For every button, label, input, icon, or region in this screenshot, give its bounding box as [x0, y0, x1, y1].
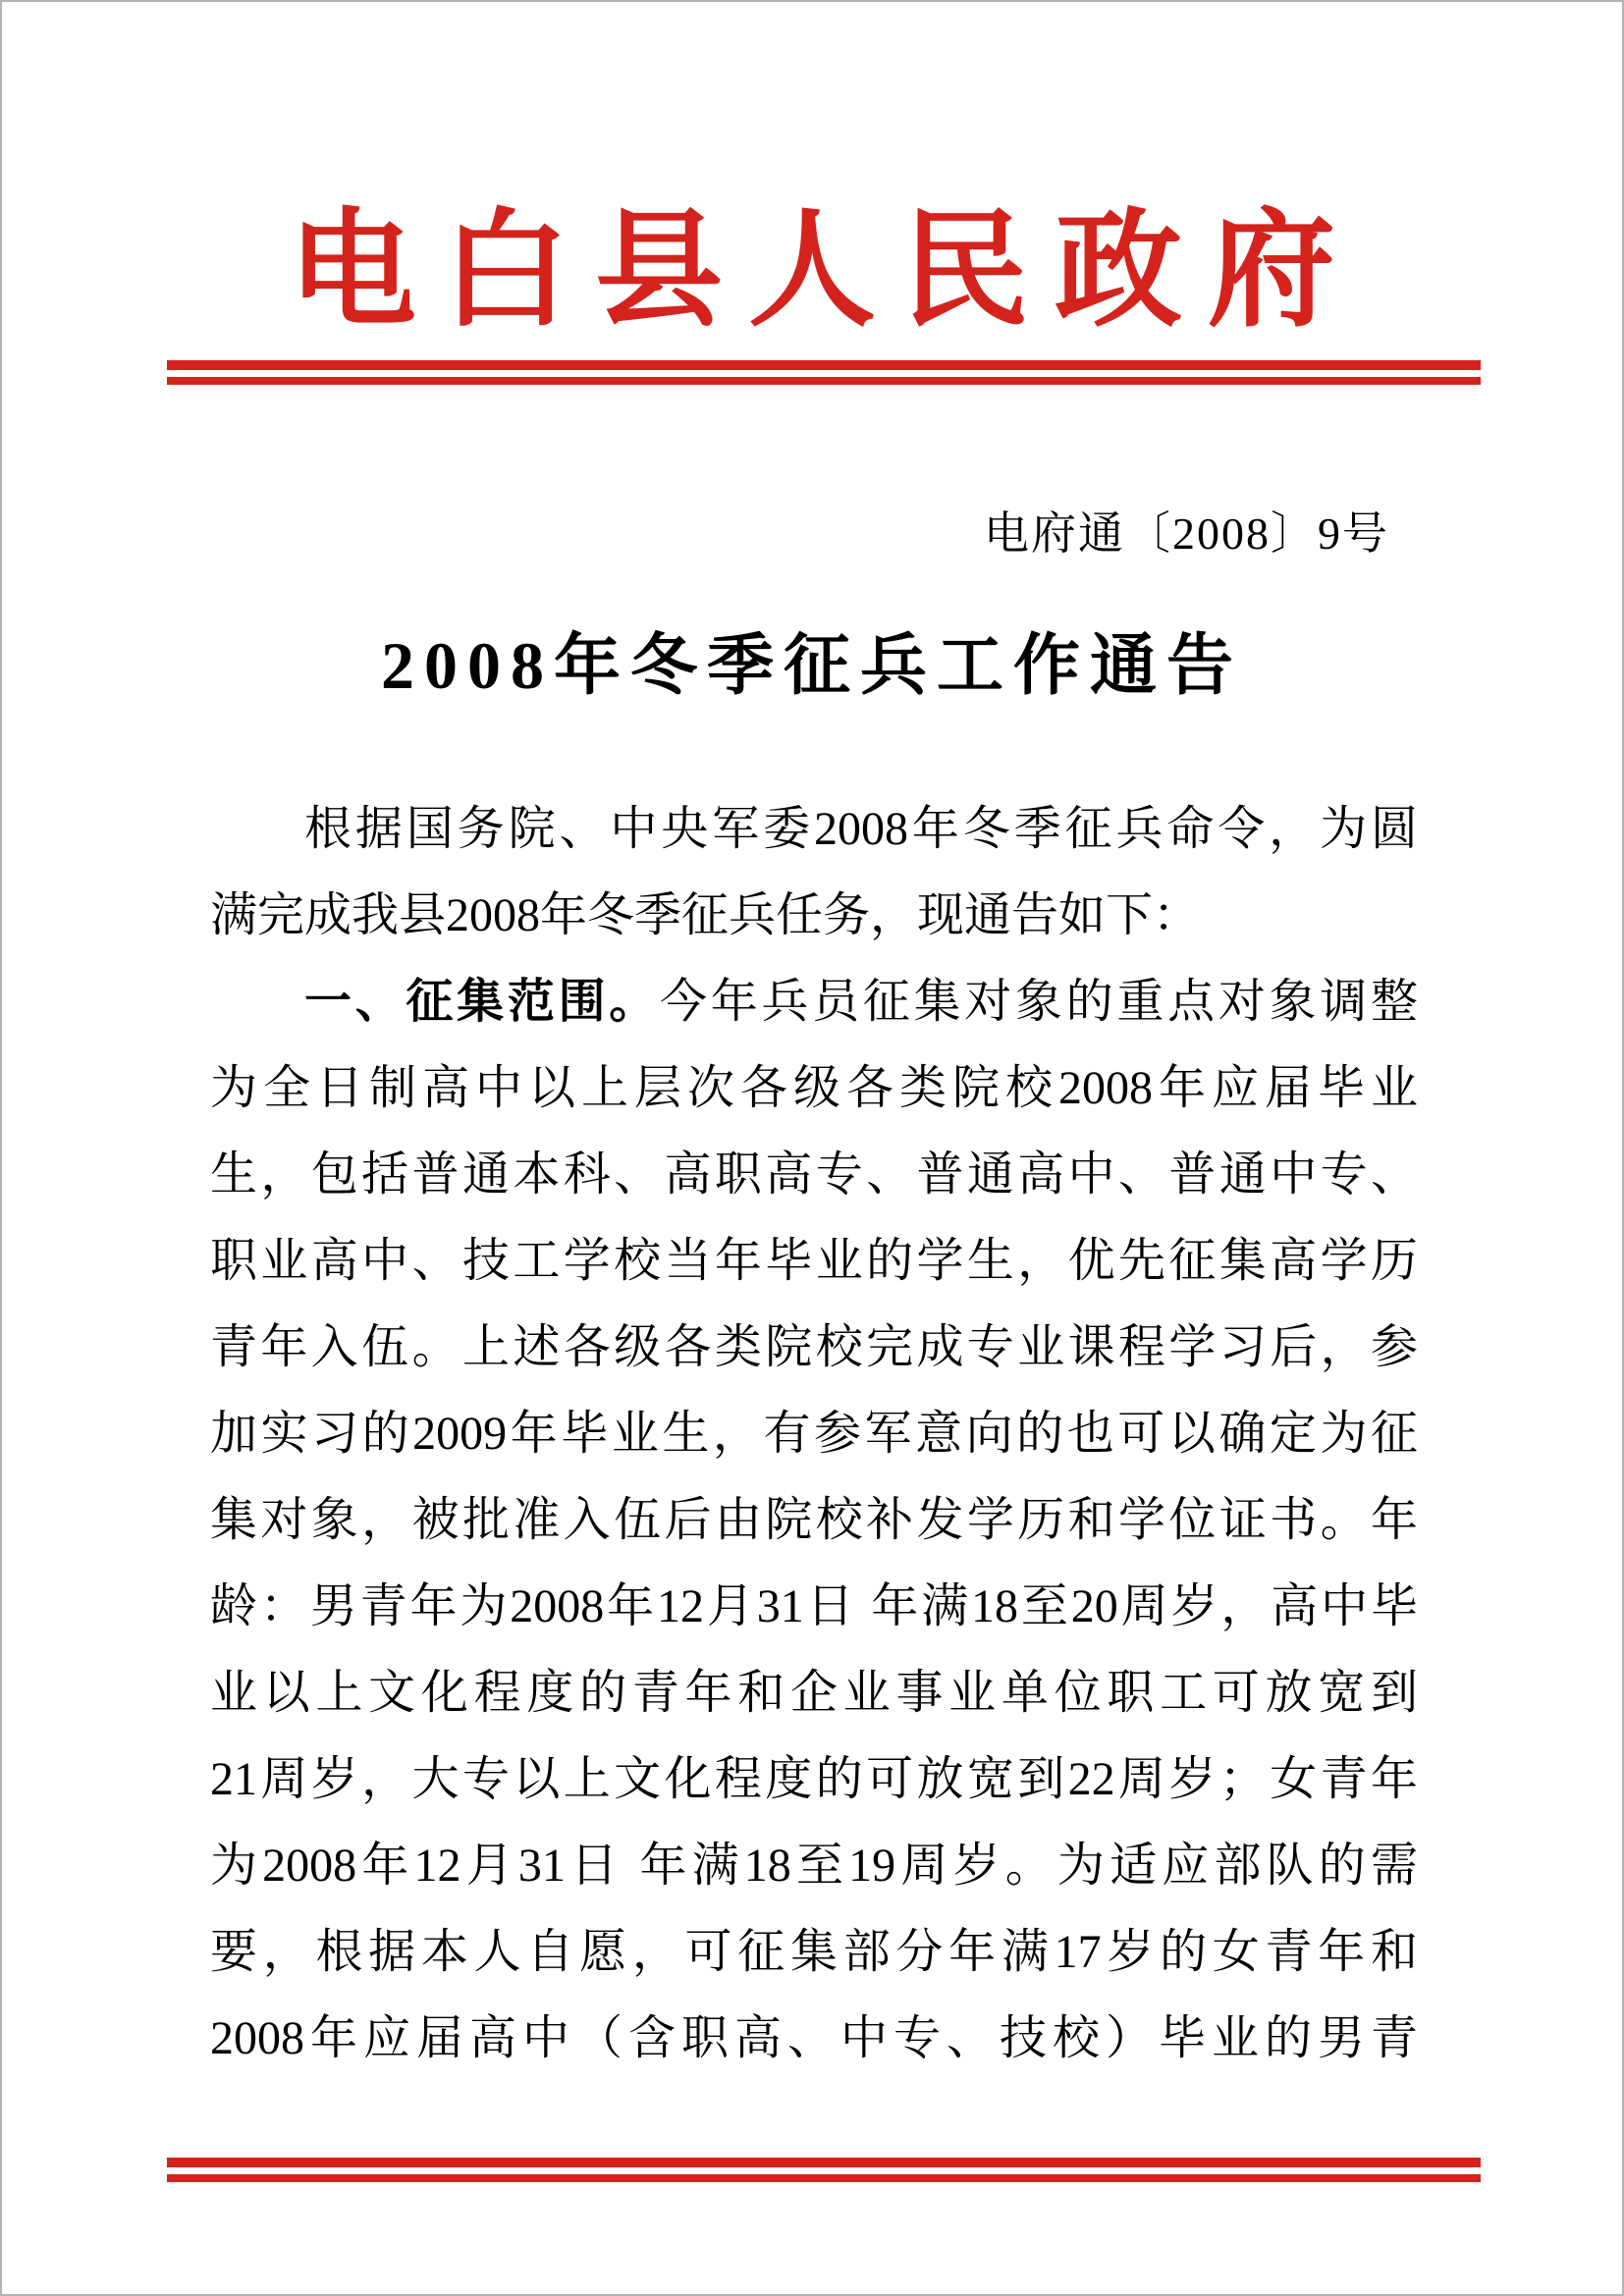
document-body [210, 786, 1418, 2082]
body-text-segment: 为全日制高中以上层次各级各类院校2008年应届毕业 [210, 1062, 1418, 1114]
body-text-segment: 2008年应届高中（含职高、中专、技校）毕业的男青 [210, 2012, 1418, 2064]
body-text-segment: 业以上文化程度的青年和企业事业单位职工可放宽到 [210, 1667, 1418, 1719]
body-line [210, 1391, 1418, 1477]
body-text-segment: 为2008年12月31日 年满18至19周岁。为适应部队的需 [210, 1840, 1418, 1892]
body-line [210, 1305, 1418, 1391]
body-text-segment: 满完成我县2008年冬季征兵任务，现通告如下： [210, 889, 1201, 941]
body-line [210, 873, 1418, 959]
body-line [210, 786, 1418, 873]
body-line [210, 1650, 1418, 1736]
section-heading: 一、征集范围。 [304, 976, 660, 1028]
body-line [210, 1045, 1418, 1132]
body-text-segment: 要，根据本人自愿，可征集部分年满17岁的女青年和 [210, 1926, 1418, 1978]
header-rule-thick [167, 360, 1481, 370]
body-line [210, 1132, 1418, 1218]
body-line [210, 1996, 1418, 2082]
header-rule-thin [167, 377, 1481, 385]
body-text-segment: 加实习的2009年毕业生，有参军意向的也可以确定为征 [210, 1408, 1418, 1460]
body-line [210, 1909, 1418, 1996]
body-text-segment: 龄：男青年为2008年12月31日 年满18至20周岁，高中毕 [210, 1580, 1418, 1632]
footer-rule-thick [167, 2158, 1481, 2167]
document-number: 电府通〔2008〕9号 [984, 508, 1389, 559]
footer-rule-thin [167, 2174, 1481, 2182]
body-line [210, 1823, 1418, 1909]
body-line [210, 1564, 1418, 1650]
document-title: 2008年冬季征兵工作通告 [380, 628, 1243, 703]
body-text-segment: 今年兵员征集对象的重点对象调整 [660, 976, 1418, 1028]
body-text-segment: 根据国务院、中央军委2008年冬季征兵命令，为圆 [304, 803, 1418, 855]
body-line [210, 1477, 1418, 1564]
body-line [210, 959, 1418, 1045]
body-text-segment: 生，包括普通本科、高职高专、普通高中、普通中专、 [210, 1148, 1418, 1201]
body-text-segment: 21周岁，大专以上文化程度的可放宽到22周岁；女青年 [210, 1753, 1418, 1805]
body-line [210, 1736, 1418, 1823]
body-line [210, 1218, 1418, 1305]
body-text-segment: 集对象，被批准入伍后由院校补发学历和学位证书。年 [210, 1494, 1418, 1546]
government-header-title: 电白县人民政府 [288, 201, 1361, 343]
body-text-segment: 职业高中、技工学校当年毕业的学生，优先征集高学历 [210, 1235, 1418, 1287]
body-text-segment: 青年入伍。上述各级各类院校完成专业课程学习后，参 [210, 1321, 1418, 1373]
